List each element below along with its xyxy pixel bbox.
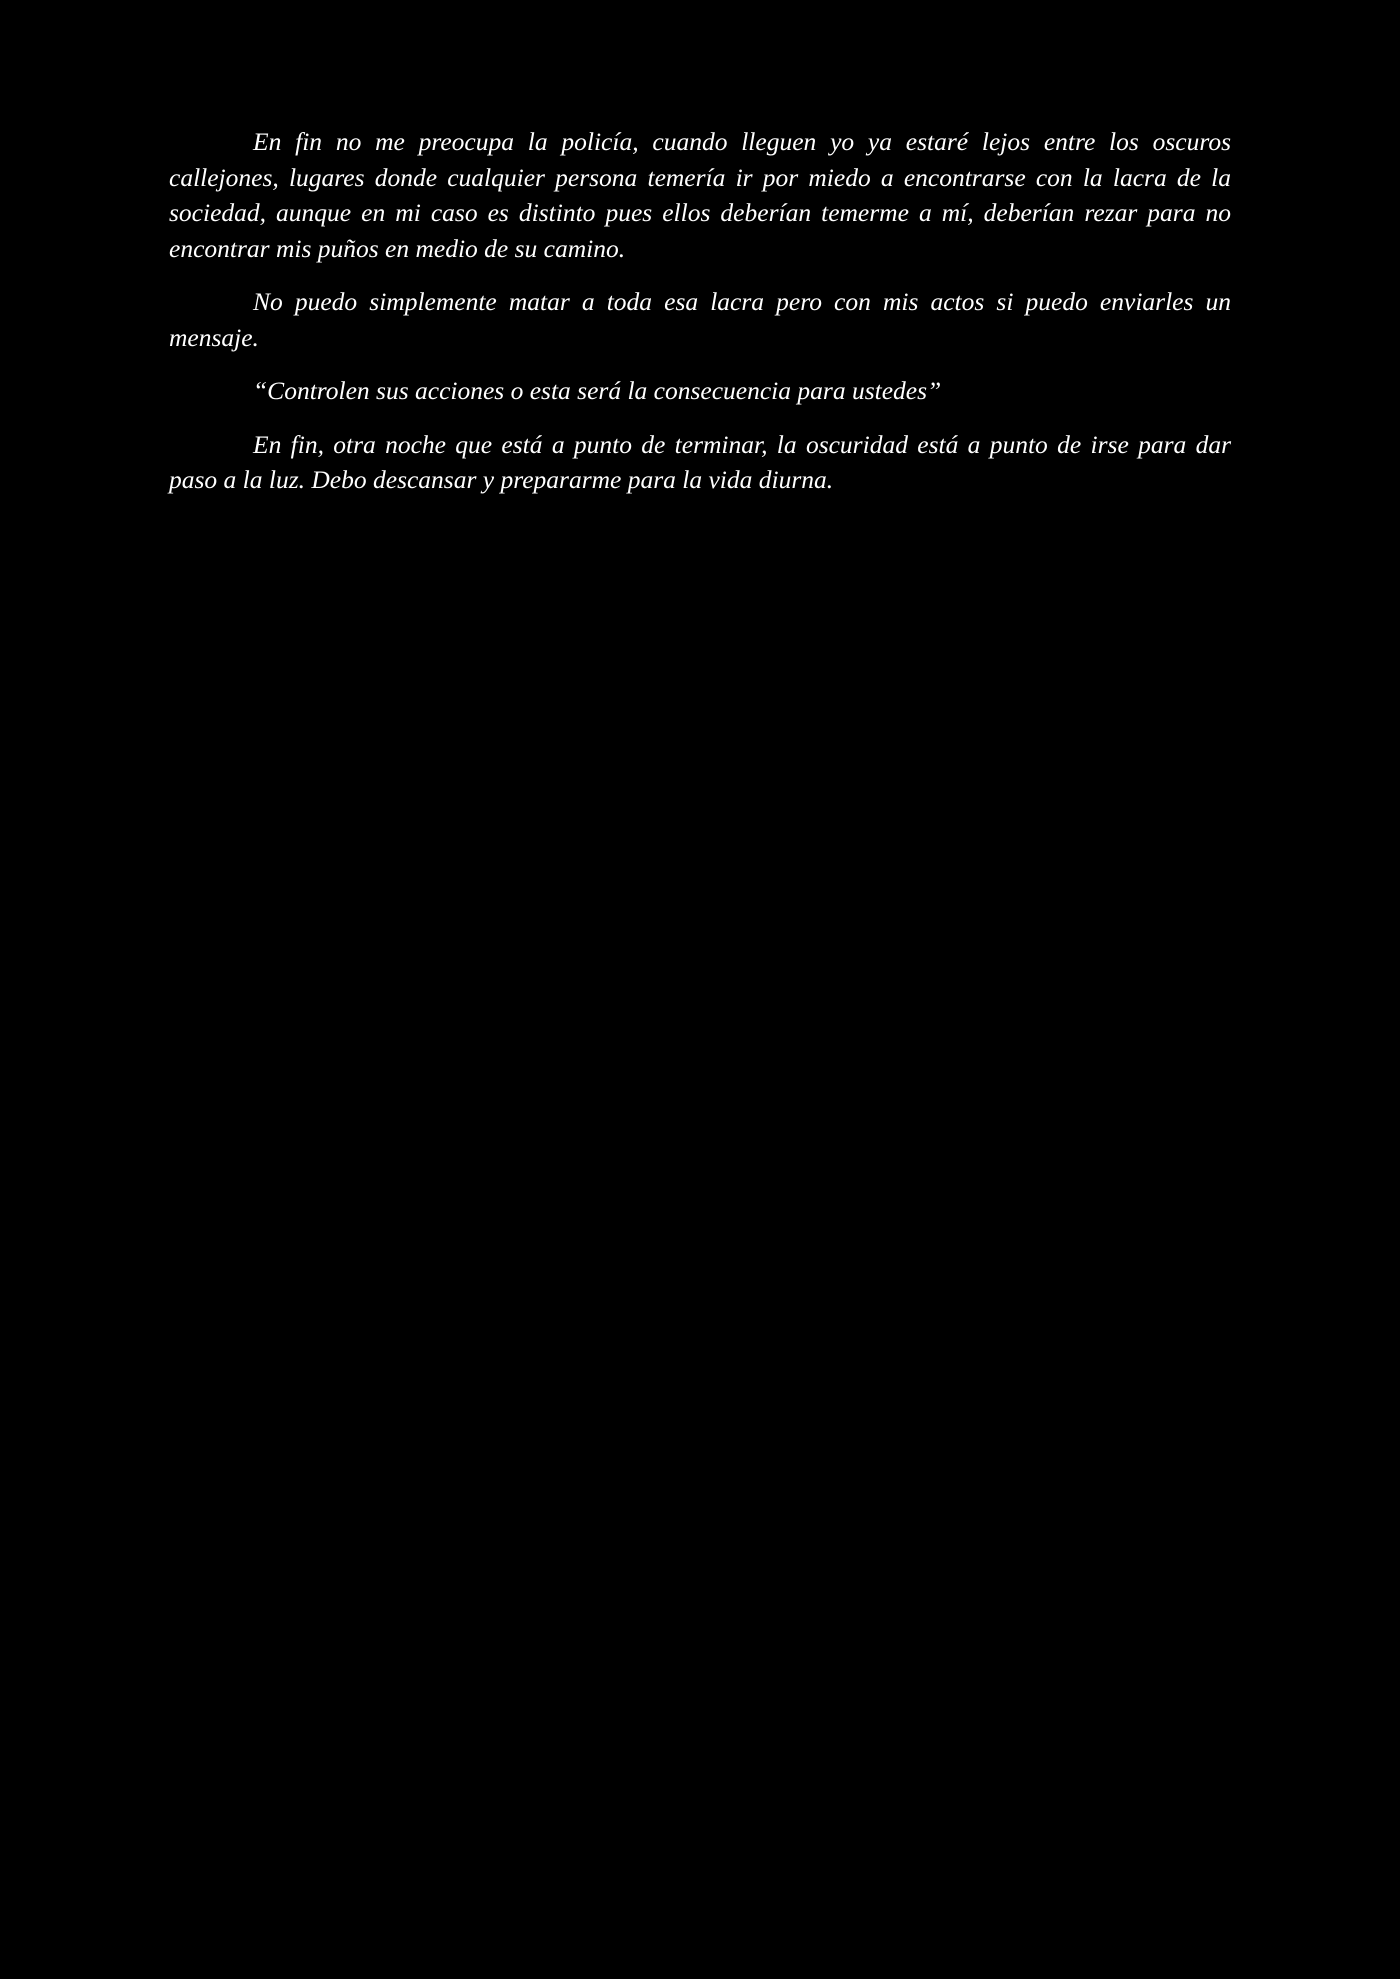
paragraph-1: En fin no me preocupa la policía, cuando lleguen yo ya estaré lejos entre los oscuros callejones, lugares donde cualquier persona temería ir por miedo a encontrarse con la lacra de la sociedad, aunque en mi caso es distinto pues ellos deberían temerme a mí, deberían rezar para no encontrar mis puños en medio de su camino. — [169, 127, 1231, 263]
paragraph-3-quote: “Controlen sus acciones o esta será la consecuencia para ustedes” — [253, 376, 942, 405]
paragraph-4: En fin, otra noche que está a punto de terminar, la oscuridad está a punto de irse para dar paso a la luz. Debo descansar y prepararme para la vida diurna. — [169, 429, 1231, 494]
body-text — [169, 124, 1231, 516]
paragraph-2: No puedo simplemente matar a toda esa lacra pero con mis actos si puedo enviarles un mensaje. — [169, 287, 1231, 352]
